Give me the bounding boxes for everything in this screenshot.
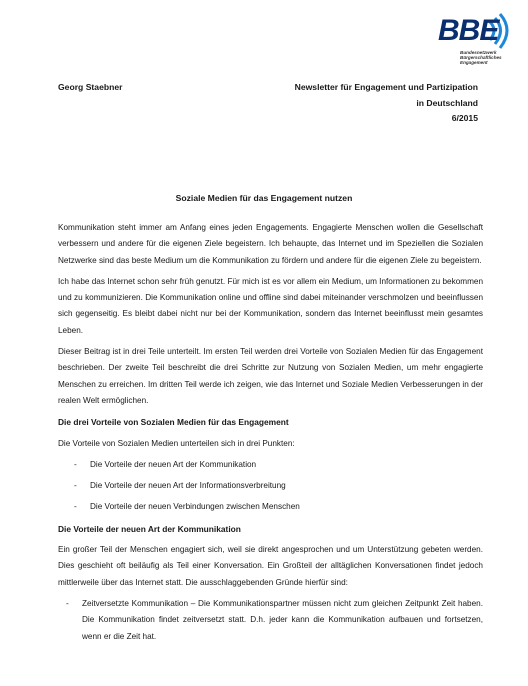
paragraph: Ein großer Teil der Menschen engagiert sich, weil sie direkt angesprochen und um Unterstützung gebeten werden. Dies geschieht oft beiläufig als Teil einer Konversation. Ein Großteil der alltäglichen Konversationen findet jedoch mittlerweile über das Internet statt. Die ausschlaggebenden Gründe hierfür sind: bbox=[58, 545, 483, 587]
paragraph: Dieser Beitrag ist in drei Teile unterteilt. Im ersten Teil werden drei Vorteile von Sozialen Medien für das Engagement beschrieben. Der zweite Teil beschreibt die drei Schritte zur Nutzung von Sozialen Medien, um mehr engagierte Menschen zu erreichen. Im dritten Teil werde ich zeigen, wie das Internet und Soziale Medien Verbesserungen in der realen Welt ermöglichen. bbox=[58, 347, 483, 405]
advantages-list bbox=[58, 457, 483, 516]
reasons-list bbox=[58, 596, 483, 645]
article-body bbox=[58, 220, 483, 650]
paragraph: Kommunikation steht immer am Anfang eines jeden Engagements. Engagierte Menschen wollen die Gesellschaft verbessern und andere für die eigenen Ziele begeistern. Ich behaupte, das Internet und im Speziellen die Sozialen Netzwerke sind das beste Medium um die Kommunikation zu fördern und andere für die eigenen Ziele zu begeistern. bbox=[58, 223, 483, 265]
paragraph: Die Vorteile von Sozialen Medien unterteilen sich in drei Punkten: bbox=[58, 438, 295, 448]
list-item: - Zeitversetzte Kommunikation – Die Kommunikationspartner müssen nicht zum gleichen Zeitpunkt Zeit haben. Die Kommunikation findet zeitversetzt statt. D.h. jeder kann die Kommunikation aufbauen und fortsetzen, wenn er die Zeit hat. bbox=[58, 596, 483, 645]
newsletter-line-1: Newsletter für Engagement und Partizipation bbox=[294, 82, 478, 92]
newsletter-issue: 6/2015 bbox=[451, 113, 478, 123]
paragraph: Ich habe das Internet schon sehr früh genutzt. Für mich ist es vor allem ein Medium, um Informationen zu bekommen und zu kommunizieren. Die Kommunikation online und offline sind dabei miteinander verschmolzen und beeinflussen sich gegenseitig. Es bleibt dabei nicht nur bei der Kommunikation, sondern das Internet beeinflusst mein gesamtes Leben. bbox=[58, 276, 483, 335]
list-item: - Die Vorteile der neuen Verbindungen zwischen Menschen bbox=[58, 499, 483, 515]
section-heading: Die drei Vorteile von Sozialen Medien für das Engagement bbox=[58, 417, 289, 428]
bbe-logo bbox=[432, 8, 524, 66]
list-item: - Die Vorteile der neuen Art der Kommunikation bbox=[58, 457, 483, 473]
logo-subtitle: Bundesnetzwerk Bürgerschaftliches Engagement bbox=[460, 50, 502, 65]
newsletter-line-2: in Deutschland bbox=[416, 97, 478, 108]
logo-text: BBE bbox=[438, 14, 499, 47]
author-name: Georg Staebner bbox=[58, 82, 123, 92]
newsletter-info bbox=[238, 80, 478, 127]
list-item: - Die Vorteile der neuen Art der Informationsverbreitung bbox=[58, 478, 483, 494]
section-heading: Die Vorteile der neuen Art der Kommunikation bbox=[58, 523, 241, 534]
article-title: Soziale Medien für das Engagement nutzen bbox=[175, 193, 353, 203]
